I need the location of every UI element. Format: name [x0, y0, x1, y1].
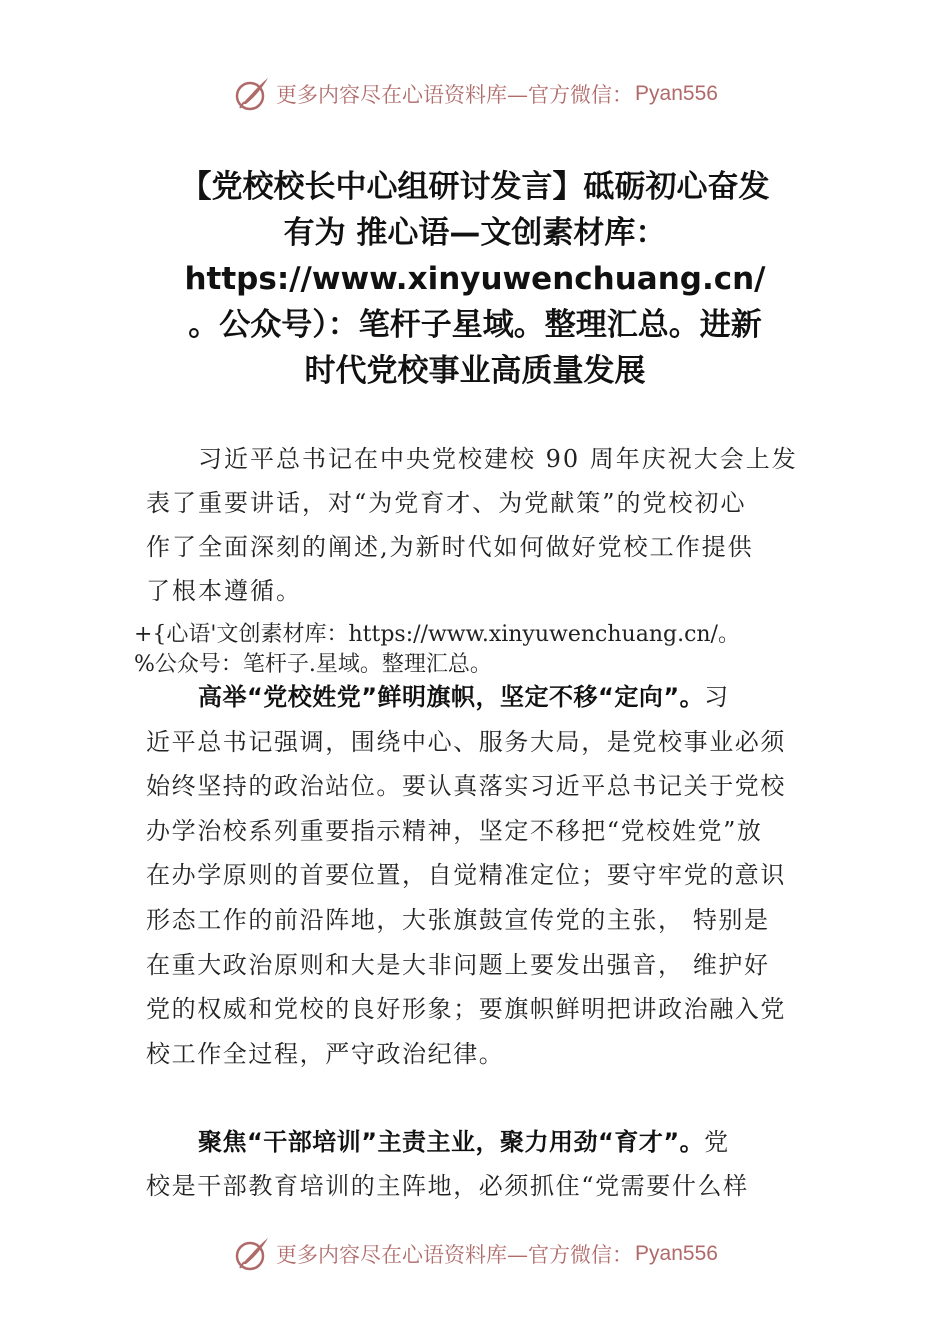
paragraph-first-line: [146, 1120, 826, 1164]
paragraph-line: 党的权威和党校的良好形象；要旗帜鲜明把讲政治融入党: [146, 995, 786, 1024]
paragraph-line: 始终坚持的政治站位。要认真落实习近平总书记关于党校: [146, 772, 786, 801]
watermark-footer: [0, 1234, 950, 1274]
paragraph-line: 校是干部教育培训的主阵地，必须抓住“党需要什么样: [146, 1172, 749, 1200]
source-note: [134, 620, 834, 680]
paragraph-direction: [146, 675, 826, 1076]
note-line: +{心语'文创素材库：https://www.xinyuwenchuang.cn/。: [134, 622, 740, 647]
title-line: https://www.xinyuwenchuang.cn/: [184, 261, 766, 297]
paragraph-line-tail: 党: [704, 1128, 730, 1156]
paragraph-line: 在重大政治原则和大是大非问题上要发出强音， 维护好: [146, 950, 770, 979]
watermark-header: [0, 74, 950, 114]
paragraph-line: 表了重要讲话，对“为党育才、为党献策”的党校初心: [146, 489, 747, 517]
paragraph-line: 办学治校系列重要指示精神，坚定不移把“党校姓党”放: [146, 816, 763, 845]
quill-logo-icon: [232, 74, 272, 114]
paragraph-heading: 聚焦“干部培训”主责主业，聚力用劲“育才”。: [198, 1128, 705, 1156]
paragraph-line: 校工作全过程，严守政治纪律。: [146, 1039, 505, 1068]
paragraph-line: 在办学原则的首要位置，自觉精准定位；要守牢党的意识: [146, 861, 786, 890]
watermark-text: 更多内容尽在心语资料库—官方微信：: [276, 1243, 634, 1267]
paragraph-intro: [146, 437, 826, 613]
paragraph-first-line: [146, 675, 826, 720]
quill-logo-icon: [232, 1234, 272, 1274]
watermark-text: 更多内容尽在心语资料库—官方微信：: [276, 83, 634, 107]
watermark-handle: Pyan556: [635, 1242, 718, 1265]
paragraph-training: [146, 1120, 826, 1208]
title-line: 【党校校长中心组研讨发言】砥砺初心奋发: [180, 169, 770, 205]
paragraph-line: 形态工作的前沿阵地，大张旗鼓宣传党的主张， 特别是: [146, 905, 770, 934]
title-line: 时代党校事业高质量发展: [304, 353, 646, 389]
paragraph-line: 近平总书记强调，围绕中心、服务大局，是党校事业必须: [146, 727, 786, 756]
paragraph-line-tail: 习: [704, 683, 730, 711]
paragraph-line: 习近平总书记在中央党校建校 90 周年庆祝大会上发: [198, 445, 798, 473]
note-line: %公众号：笔杆子.星域。整理汇总。: [134, 652, 492, 677]
watermark-handle: Pyan556: [635, 82, 718, 105]
paragraph-heading: 高举“党校姓党”鲜明旗帜，坚定不移“定向”。: [198, 683, 705, 711]
paragraph-line: 了根本遵循。: [146, 577, 302, 605]
title-line: 有为 推心语—文创素材库：: [283, 215, 667, 251]
paragraph-line: 作了全面深刻的阐述,为新时代如何做好党校工作提供: [146, 533, 754, 561]
document-title: [120, 164, 830, 394]
title-line: 。公众号）：笔杆子星域。整理汇总。进新: [188, 307, 762, 343]
